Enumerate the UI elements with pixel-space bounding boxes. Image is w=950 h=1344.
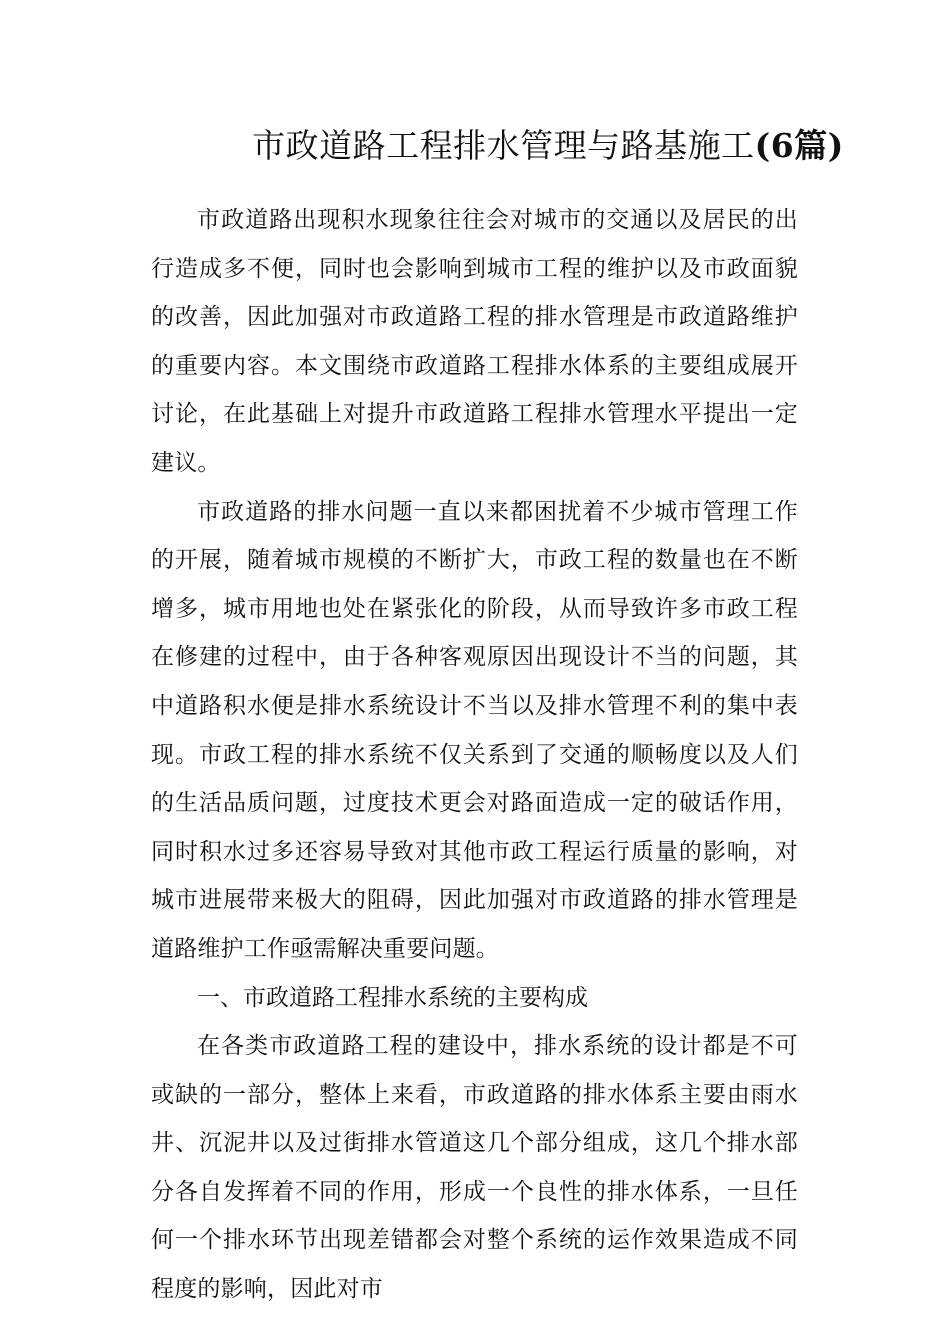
document-body <box>151 196 798 1314</box>
section-heading: 一、市政道路工程排水系统的主要构成 <box>197 984 588 1011</box>
body-paragraph: 市政道路的排水问题一直以来都困扰着不少城市管理工作的开展，随着城市规模的不断扩大，市政工程的数量也在不断增多，城市用地也处在紧张化的阶段，从而导致许多市政工程在修建的过程中，由于各种客观原因出现设计不当的问题，其中道路积水便是排水系统设计不当以及排水管理不利的集中表现。市政工程的排水系统不仅关系到了交通的顺畅度以及人们的生活品质问题，过度技术更会对路面造成一定的破话作用，同时积水过多还容易导致对其他市政工程运行质量的影响，对城市进展带来极大的阻碍，因此加强对市政道路的排水管理是道路维护工作亟需解决重要问题。 <box>151 498 798 962</box>
title-main-text: 市政道路工程排水管理与路基施工 <box>252 126 755 165</box>
body-paragraph: 市政道路出现积水现象往往会对城市的交通以及居民的出行造成多不便，同时也会影响到城市工程的维护以及市政面貌的改善，因此加强对市政道路工程的排水管理是市政道路维护的重要内容。本文围绕市政道路工程排水体系的主要组成展开讨论，在此基础上对提升市政道路工程排水管理水平提出一定建议。 <box>151 207 798 476</box>
title-suffix-text: (6篇) <box>754 126 844 165</box>
document-title <box>150 124 946 168</box>
body-paragraph: 在各类市政道路工程的建设中，排水系统的设计都是不可或缺的一部分，整体上来看，市政道路的排水体系主要由雨水井、沉泥井以及过街排水管道这几个部分组成，这几个排水部分各自发挥着不同的作用，形成一个良性的排水体系，一旦任何一个排水环节出现差错都会对整个系统的运作效果造成不同程度的影响，因此对市 <box>151 1033 798 1303</box>
